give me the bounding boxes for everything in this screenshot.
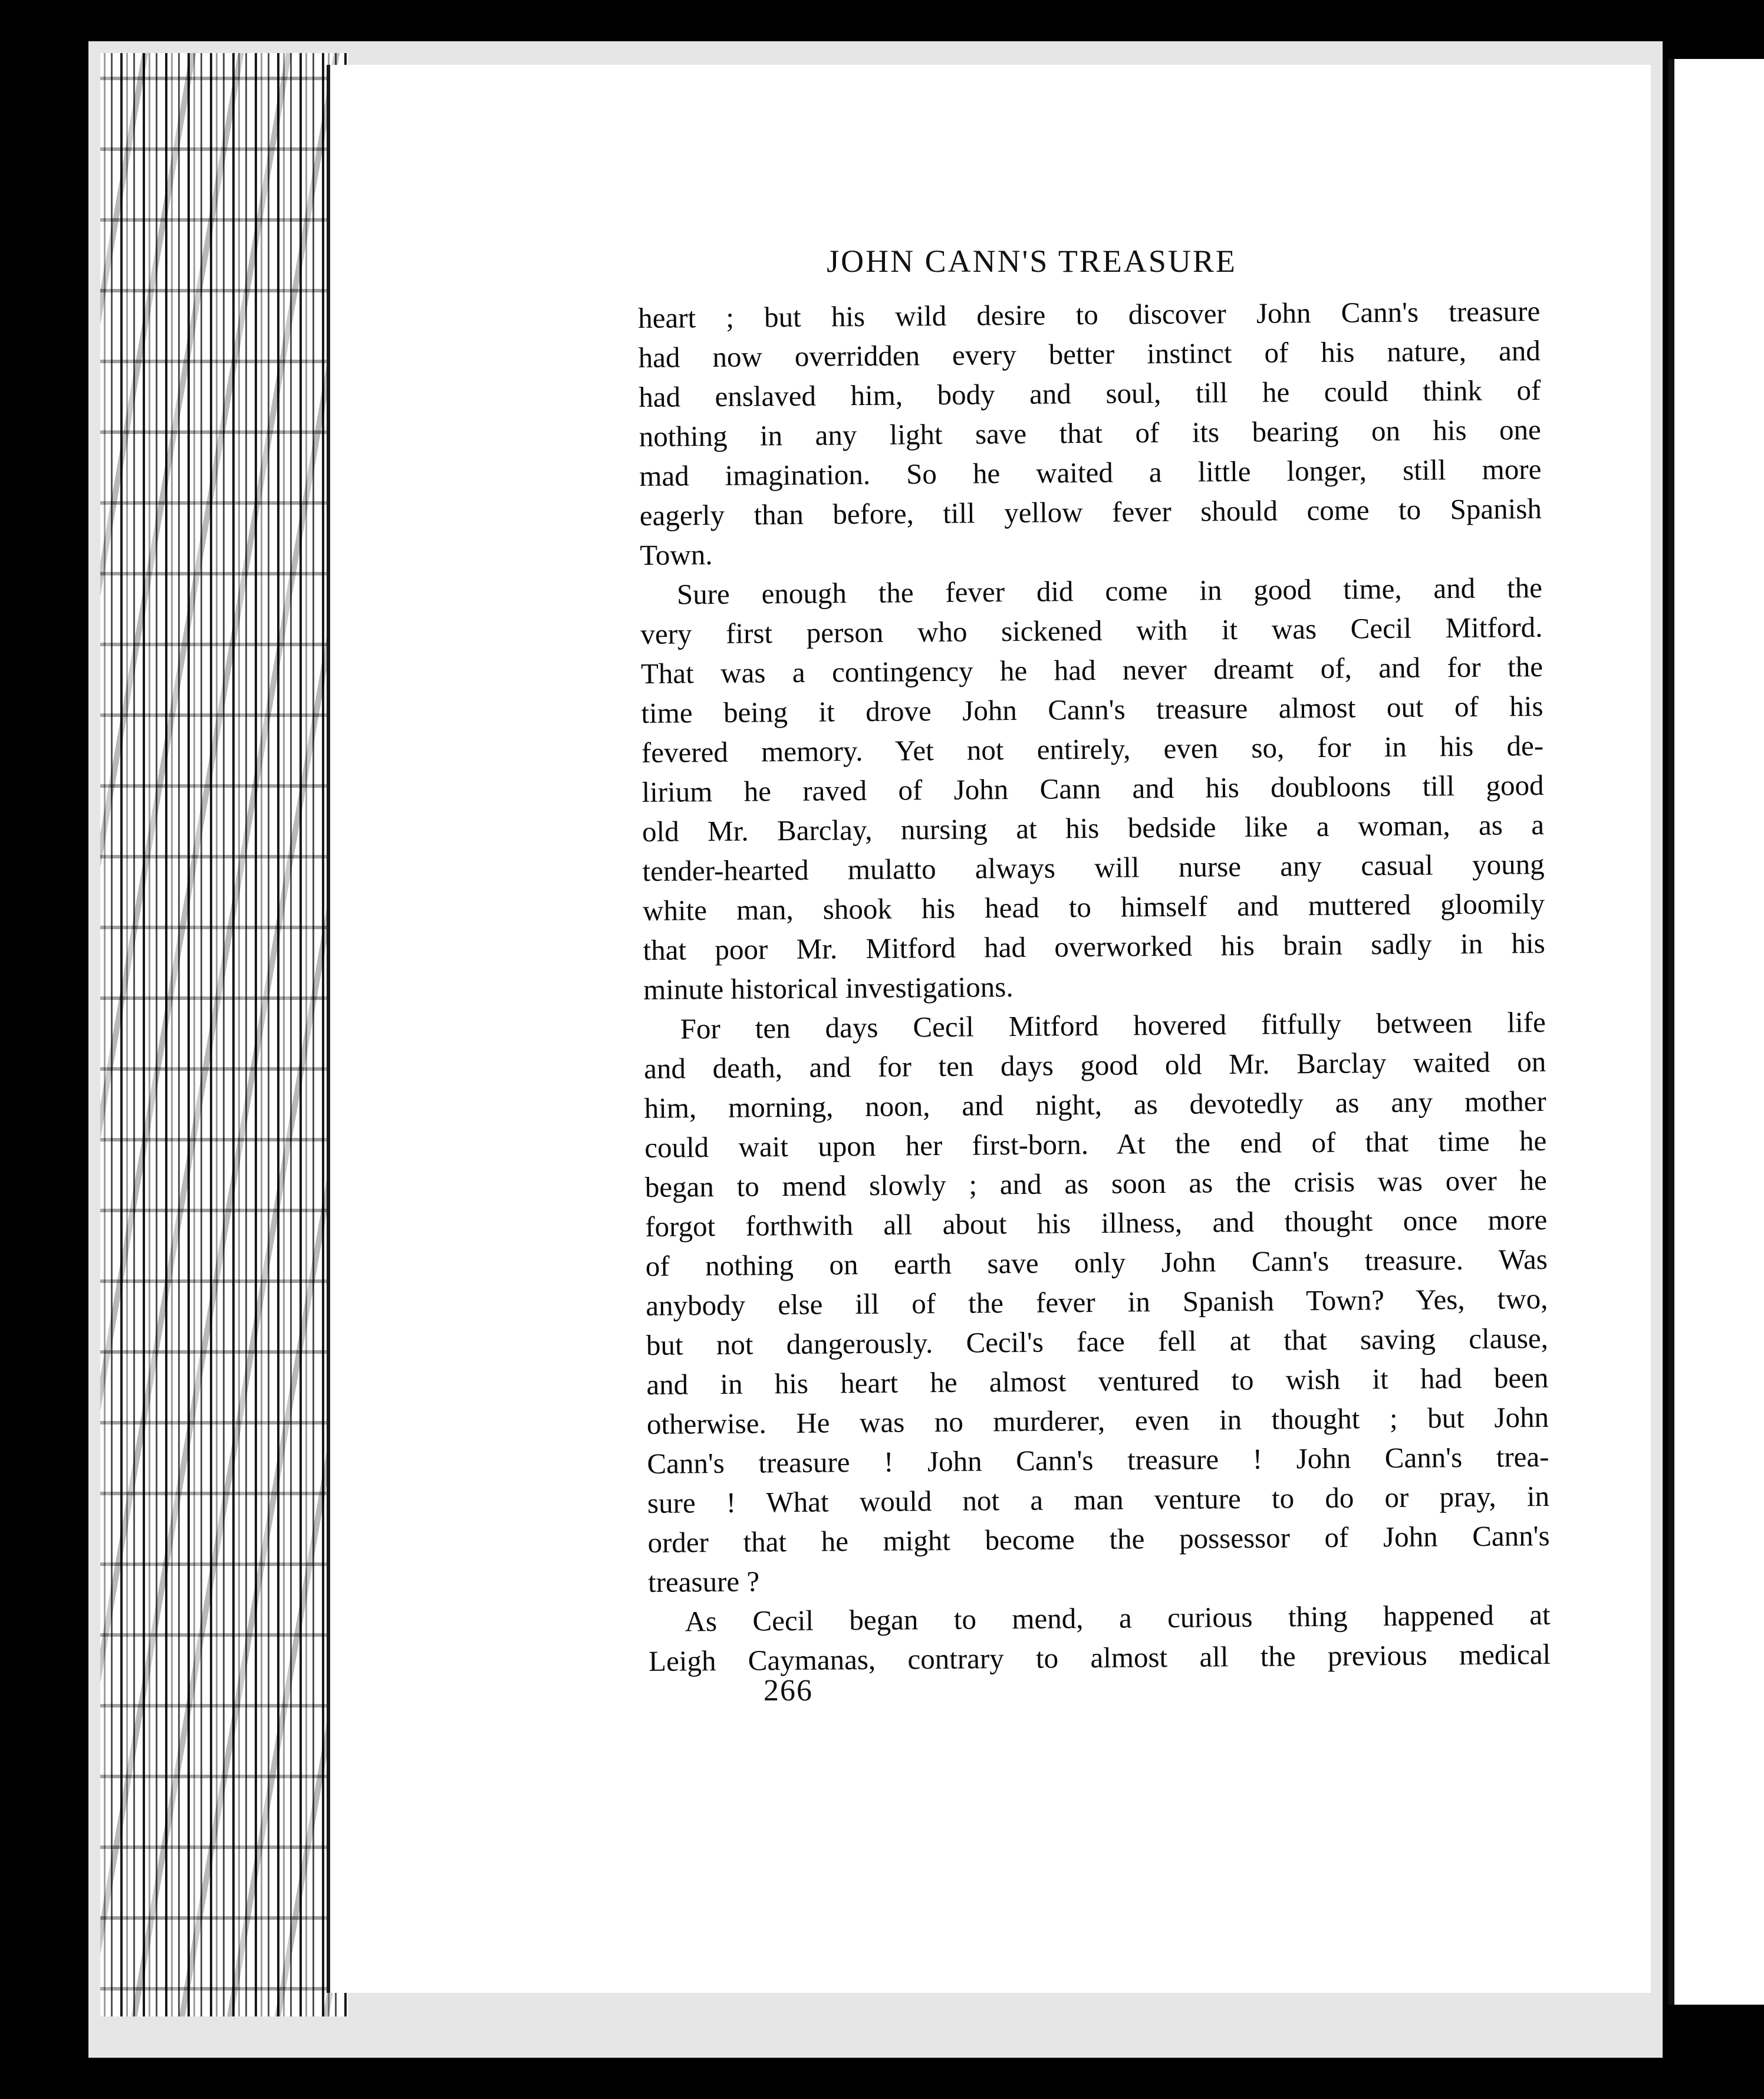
text-line: lirium he raved of John Cann and his doubloons till good: [641, 768, 1544, 808]
text-line: very first person who sickened with it was Cecil Mitford.: [640, 610, 1543, 650]
text-line: That was a contingency he had never dreamt of, and for the: [640, 650, 1544, 690]
text-line: otherwise. He was no murderer, even in thought ; but John: [646, 1400, 1549, 1440]
text-line: and in his heart he almost ventured to wish it had been: [646, 1361, 1549, 1401]
text-line: As Cecil began to mend, a curious thing happened at: [684, 1598, 1551, 1638]
text-line: had enslaved him, body and soul, till he could think of: [639, 373, 1541, 413]
text-line: but not dangerously. Cecil's face fell at that saving clause,: [646, 1321, 1549, 1361]
text-line: began to mend slowly ; and as soon as the crisis was over he: [644, 1163, 1548, 1203]
text-line: For ten days Cecil Mitford hovered fitfully between life: [680, 1005, 1546, 1045]
text-line: treasure ?: [647, 1565, 760, 1598]
text-line: fevered memory. Yet not entirely, even so, for in his de-: [641, 729, 1544, 769]
text-line: eagerly than before, till yellow fever should come to Spanish: [639, 492, 1542, 532]
text-line: white man, shook his head to himself and muttered gloomily: [642, 887, 1545, 927]
facing-page-edge: [1668, 59, 1764, 2005]
page-fore-edge: [100, 53, 348, 2016]
text-line: Sure enough the fever did come in good time, and the: [676, 571, 1543, 611]
text-line: tender-hearted mulatto always will nurse any casual young: [642, 847, 1545, 887]
body-text: [638, 291, 1551, 1681]
text-line: and death, and for ten days good old Mr. Barclay waited on: [644, 1045, 1546, 1085]
text-line: of nothing on earth save only John Cann's treasure. Was: [645, 1242, 1548, 1282]
text-line: anybody else ill of the fever in Spanish Town? Yes, two,: [646, 1282, 1548, 1322]
text-line: could wait upon her first-born. At the end of that time he: [644, 1124, 1547, 1164]
text-line: Town.: [640, 538, 713, 571]
text-line: minute historical investigations.: [643, 970, 1013, 1006]
text-line: him, morning, noon, and night, as devotedly as any mother: [644, 1084, 1546, 1124]
text-line: mad imagination. So he waited a little longer, still more: [639, 452, 1542, 492]
running-head: JOHN CANN'S TREASURE: [827, 244, 1237, 279]
text-line: heart ; but his wild desire to discover John Cann's treasure: [638, 294, 1541, 334]
text-line: nothing in any light save that of its bearing on his one: [639, 413, 1542, 453]
text-line: sure ! What would not a man venture to do or pray, in: [647, 1479, 1550, 1519]
text-line: that poor Mr. Mitford had overworked his brain sadly in his: [643, 926, 1545, 966]
text-line: Leigh Caymanas, contrary to almost all the previous medical: [648, 1637, 1551, 1677]
text-line: time being it drove John Cann's treasure almost out of his: [641, 689, 1544, 729]
text-line: forgot forthwith all about his illness, and thought once more: [645, 1203, 1548, 1243]
text-line: old Mr. Barclay, nursing at his bedside like a woman, as a: [641, 808, 1545, 848]
text-line: order that he might become the possessor of John Cann's: [647, 1519, 1550, 1559]
text-line: Cann's treasure ! John Cann's treasure ! John Cann's trea-: [647, 1440, 1549, 1480]
page-number: 266: [763, 1674, 813, 1708]
text-line: had now overridden every better instinct of his nature, and: [638, 334, 1541, 374]
